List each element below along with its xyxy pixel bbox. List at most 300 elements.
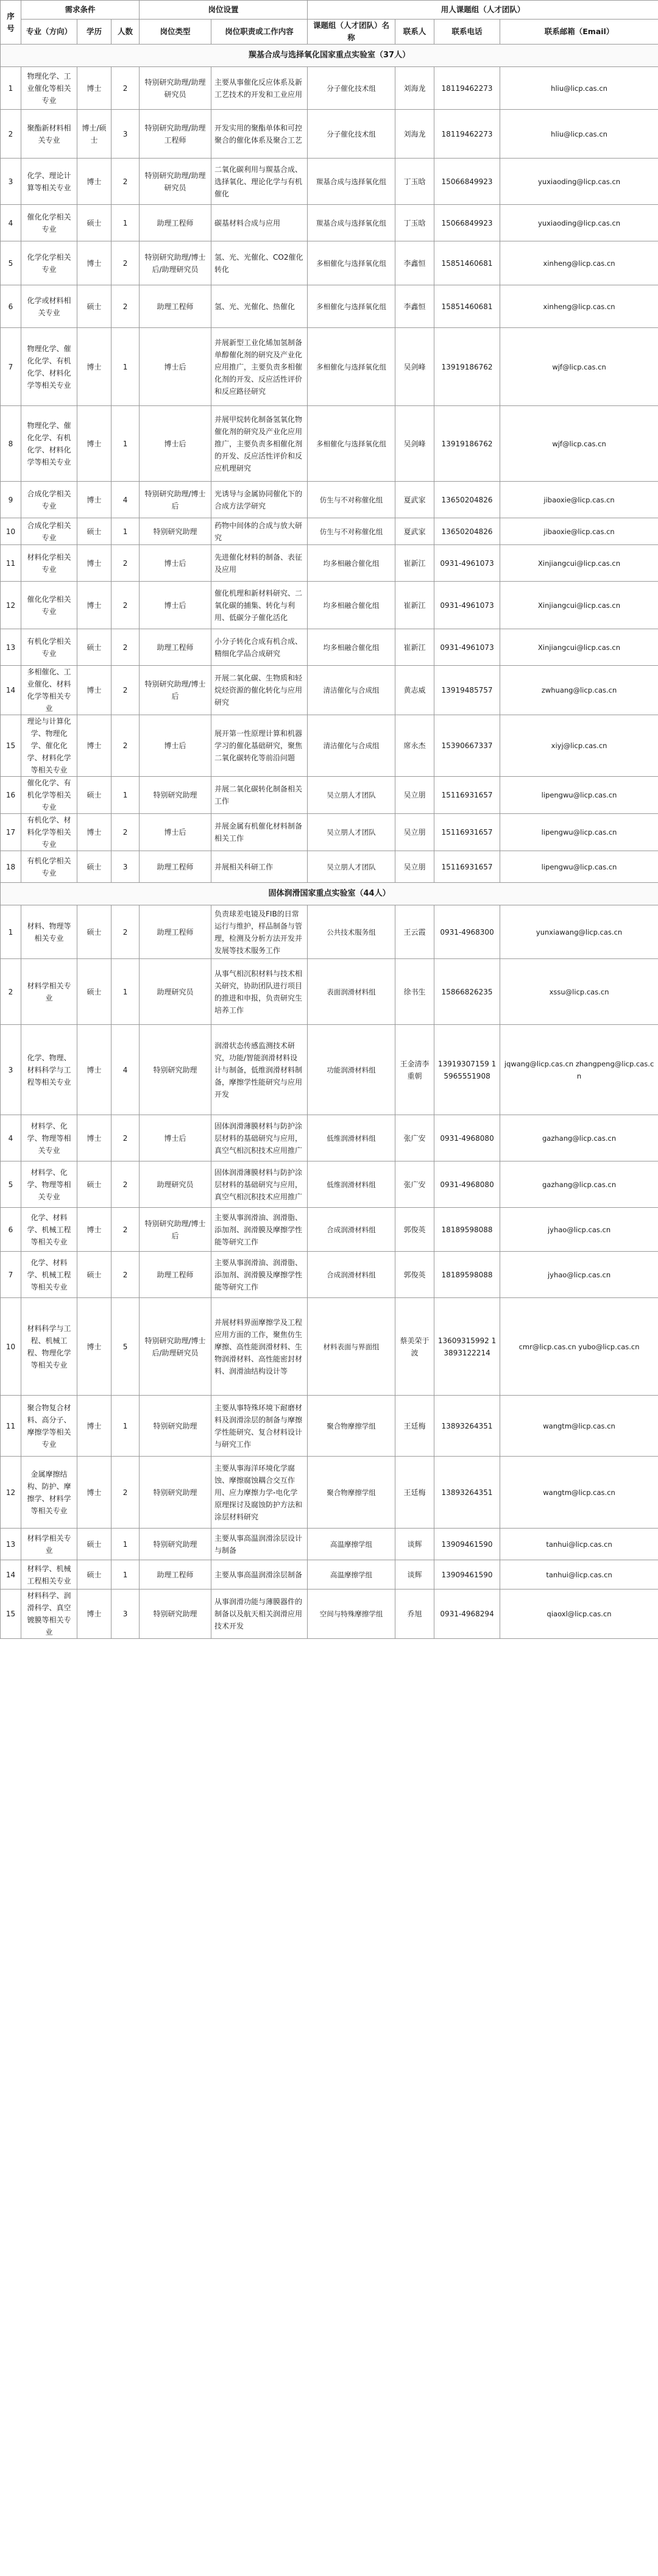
cell-count: 2 <box>111 1208 140 1252</box>
cell-contact: 吴剑峰 <box>395 328 434 406</box>
cell-phone: 13919485757 <box>434 666 500 715</box>
table-row <box>1 1115 658 1161</box>
cell-phone: 15066849923 <box>434 159 500 205</box>
cell-degree: 博士 <box>77 1025 111 1115</box>
cell-phone: 13609315992 13893122214 <box>434 1298 500 1396</box>
cell-group-name: 均多相融合催化组 <box>308 629 395 666</box>
cell-seq: 14 <box>1 666 21 715</box>
cell-major: 物理化学、催化化学、有机化学、材料化学等相关专业 <box>21 406 77 482</box>
cell-degree: 博士 <box>77 159 111 205</box>
cell-group-name: 表面润滑材料组 <box>308 959 395 1025</box>
cell-duty: 润滑状态传感监测技术研究，功能/智能润滑材料设计与制备，低维润滑材料制备，摩擦学性能研究与应用开发 <box>211 1025 308 1115</box>
cell-degree: 硕士 <box>77 851 111 883</box>
col-email: 联系邮箱（Email） <box>500 20 658 45</box>
cell-duty: 光诱导与金属协同催化下的合成方法学研究 <box>211 482 308 518</box>
cell-contact: 丁玉晗 <box>395 205 434 241</box>
cell-duty: 催化机理和新材料研究、二氧化碳的捕集、转化与利用、低碳分子催化活化 <box>211 582 308 629</box>
cell-degree: 硕士 <box>77 905 111 959</box>
cell-major: 材料学、化学、物理等相关专业 <box>21 1161 77 1208</box>
cell-count: 2 <box>111 159 140 205</box>
cell-group-name: 清洁催化与合成组 <box>308 715 395 777</box>
cell-seq: 14 <box>1 1560 21 1589</box>
cell-contact: 吴剑峰 <box>395 406 434 482</box>
cell-duty: 主要从事润滑油、润滑脂、添加剂、润滑膜及摩擦学性能等研究工作 <box>211 1252 308 1298</box>
cell-email: xinheng@licp.cas.cn <box>500 241 658 285</box>
cell-post-type: 博士后 <box>140 328 211 406</box>
cell-seq: 2 <box>1 110 21 159</box>
cell-seq: 4 <box>1 205 21 241</box>
cell-contact: 黄志威 <box>395 666 434 715</box>
cell-email: hliu@licp.cas.cn <box>500 110 658 159</box>
table-row <box>1 1396 658 1457</box>
cell-email: tanhui@licp.cas.cn <box>500 1560 658 1589</box>
cell-duty: 并展甲烷转化制备氢氧化物催化剂的研究及产业化应用推广，主要负责多相催化剂的开发、反应活性评价和反应机理研究 <box>211 406 308 482</box>
cell-contact: 王云霞 <box>395 905 434 959</box>
cell-contact: 崔新江 <box>395 545 434 582</box>
header-row-columns <box>1 20 658 45</box>
cell-duty: 小分子转化合成有机合成、精细化学品合成研究 <box>211 629 308 666</box>
cell-email: yuxiaoding@licp.cas.cn <box>500 159 658 205</box>
cell-degree: 博士 <box>77 1396 111 1457</box>
cell-post-type: 助理工程师 <box>140 1252 211 1298</box>
cell-degree: 博士/硕士 <box>77 110 111 159</box>
section-title: 固体润滑国家重点实验室（44人） <box>1 883 658 905</box>
cell-phone: 18119462273 <box>434 67 500 110</box>
cell-contact: 吴立朋 <box>395 851 434 883</box>
cell-contact: 夏武家 <box>395 518 434 545</box>
cell-phone: 13919186762 <box>434 328 500 406</box>
cell-post-type: 博士后 <box>140 715 211 777</box>
cell-degree: 博士 <box>77 666 111 715</box>
cell-contact: 谈辉 <box>395 1529 434 1560</box>
cell-seq: 2 <box>1 959 21 1025</box>
cell-major: 材料、物理等相关专业 <box>21 905 77 959</box>
cell-count: 1 <box>111 1396 140 1457</box>
cell-post-type: 特别研究助理/博士后 <box>140 1208 211 1252</box>
cell-degree: 博士 <box>77 1208 111 1252</box>
cell-email: jibaoxie@licp.cas.cn <box>500 518 658 545</box>
cell-phone: 15116931657 <box>434 814 500 851</box>
cell-degree: 博士 <box>77 545 111 582</box>
cell-phone: 18189598088 <box>434 1252 500 1298</box>
cell-contact: 刘海龙 <box>395 67 434 110</box>
cell-count: 2 <box>111 545 140 582</box>
cell-phone: 0931-4968080 <box>434 1161 500 1208</box>
table-row <box>1 905 658 959</box>
cell-group-name: 均多相融合催化组 <box>308 582 395 629</box>
cell-major: 材料学相关专业 <box>21 959 77 1025</box>
cell-group-name: 空间与特殊摩擦学组 <box>308 1589 395 1639</box>
cell-group-name: 仿生与不对称催化组 <box>308 518 395 545</box>
cell-group-name: 羰基合成与选择氧化组 <box>308 159 395 205</box>
table-row <box>1 582 658 629</box>
cell-group-name: 仿生与不对称催化组 <box>308 482 395 518</box>
cell-duty: 从事气相沉积材料与技术相关研究，协助团队进行项目的推进和申报，负责研究生培养工作 <box>211 959 308 1025</box>
cell-phone: 0931-4961073 <box>434 545 500 582</box>
cell-phone: 13893264351 <box>434 1457 500 1529</box>
cell-count: 4 <box>111 482 140 518</box>
cell-count: 1 <box>111 406 140 482</box>
cell-contact: 王廷梅 <box>395 1396 434 1457</box>
cell-contact: 王金清李重朝 <box>395 1025 434 1115</box>
cell-duty: 主要从事润滑油、润滑脂、添加剂、润滑膜及摩擦学性能等研究工作 <box>211 1208 308 1252</box>
table-row <box>1 959 658 1025</box>
cell-seq: 12 <box>1 582 21 629</box>
cell-seq: 15 <box>1 715 21 777</box>
cell-count: 2 <box>111 582 140 629</box>
cell-email: cmr@licp.cas.cn yubo@licp.cas.cn <box>500 1298 658 1396</box>
cell-count: 3 <box>111 851 140 883</box>
cell-post-type: 特别研究助理/助理工程师 <box>140 110 211 159</box>
cell-degree: 硕士 <box>77 285 111 328</box>
cell-email: gazhang@licp.cas.cn <box>500 1115 658 1161</box>
group-position: 岗位设置 <box>140 1 308 20</box>
cell-major: 化学或材料相关专业 <box>21 285 77 328</box>
cell-contact: 张广安 <box>395 1115 434 1161</box>
cell-email: yuxiaoding@licp.cas.cn <box>500 205 658 241</box>
cell-seq: 13 <box>1 1529 21 1560</box>
table-row <box>1 241 658 285</box>
table-row <box>1 67 658 110</box>
cell-contact: 谈辉 <box>395 1560 434 1589</box>
cell-group-name: 羰基合成与选择氧化组 <box>308 205 395 241</box>
cell-count: 2 <box>111 1115 140 1161</box>
cell-post-type: 助理研究员 <box>140 959 211 1025</box>
cell-major: 聚酯新材料相关专业 <box>21 110 77 159</box>
cell-degree: 博士 <box>77 482 111 518</box>
cell-major: 化学、理论计算等相关专业 <box>21 159 77 205</box>
cell-major: 催化化学、有机化学等相关专业 <box>21 777 77 814</box>
col-degree: 学历 <box>77 20 111 45</box>
cell-group-name: 多相催化与选择氧化组 <box>308 285 395 328</box>
cell-phone: 0931-4968080 <box>434 1115 500 1161</box>
cell-duty: 主要从事催化反应体系及新工艺技术的开发和工业应用 <box>211 67 308 110</box>
cell-duty: 负责球差电镜及FIB的日常运行与维护，样品制备与管理，检测及分析方法开发并发展等技术服务工作 <box>211 905 308 959</box>
cell-contact: 丁玉晗 <box>395 159 434 205</box>
cell-duty: 先进催化材料的制备、表征及应用 <box>211 545 308 582</box>
cell-phone: 15066849923 <box>434 205 500 241</box>
cell-phone: 15390667337 <box>434 715 500 777</box>
cell-phone: 13919186762 <box>434 406 500 482</box>
section-title-row <box>1 45 658 67</box>
table-row <box>1 715 658 777</box>
cell-degree: 博士 <box>77 241 111 285</box>
cell-post-type: 特别研究助理 <box>140 1025 211 1115</box>
table-body <box>1 45 658 1639</box>
col-major: 专业（方向） <box>21 20 77 45</box>
cell-seq: 13 <box>1 629 21 666</box>
cell-major: 合成化学相关专业 <box>21 482 77 518</box>
cell-degree: 硕士 <box>77 518 111 545</box>
cell-count: 2 <box>111 285 140 328</box>
cell-phone: 15851460681 <box>434 285 500 328</box>
cell-count: 1 <box>111 959 140 1025</box>
cell-group-name: 多相催化与选择氧化组 <box>308 328 395 406</box>
cell-count: 1 <box>111 328 140 406</box>
cell-seq: 11 <box>1 1396 21 1457</box>
cell-email: jibaoxie@licp.cas.cn <box>500 482 658 518</box>
cell-phone: 18119462273 <box>434 110 500 159</box>
cell-seq: 6 <box>1 285 21 328</box>
cell-group-name: 材料表面与界面组 <box>308 1298 395 1396</box>
cell-major: 材料学、机械工程相关专业 <box>21 1560 77 1589</box>
cell-post-type: 特别研究助理/助理研究员 <box>140 159 211 205</box>
cell-phone: 13650204826 <box>434 482 500 518</box>
cell-seq: 3 <box>1 159 21 205</box>
cell-phone: 0931-4961073 <box>434 629 500 666</box>
cell-degree: 硕士 <box>77 1161 111 1208</box>
cell-duty: 主要从事高温润滑涂层制备 <box>211 1560 308 1589</box>
cell-major: 材料学相关专业 <box>21 1529 77 1560</box>
cell-major: 有机化学相关专业 <box>21 851 77 883</box>
cell-degree: 博士 <box>77 406 111 482</box>
table-row <box>1 1252 658 1298</box>
cell-degree: 硕士 <box>77 777 111 814</box>
cell-email: jyhao@licp.cas.cn <box>500 1252 658 1298</box>
cell-duty: 二氧化碳利用与羰基合成、选择氧化、理论化学与有机催化 <box>211 159 308 205</box>
cell-phone: 18189598088 <box>434 1208 500 1252</box>
cell-degree: 硕士 <box>77 1252 111 1298</box>
cell-duty: 并展金属有机催化材料制备相关工作 <box>211 814 308 851</box>
table-row <box>1 518 658 545</box>
cell-email: jyhao@licp.cas.cn <box>500 1208 658 1252</box>
cell-email: Xinjiangcui@licp.cas.cn <box>500 582 658 629</box>
cell-major: 材料化学相关专业 <box>21 545 77 582</box>
cell-seq: 4 <box>1 1115 21 1161</box>
cell-seq: 16 <box>1 777 21 814</box>
cell-seq: 5 <box>1 241 21 285</box>
cell-group-name: 合成润滑材料组 <box>308 1208 395 1252</box>
cell-contact: 郭俊英 <box>395 1252 434 1298</box>
cell-duty: 展开第一性原理计算和机器学习的催化基础研究，聚焦二氧化碳转化等前沿问题 <box>211 715 308 777</box>
cell-duty: 固体润滑薄膜材料与防护涂层材料的基础研究与应用，真空气相沉积技术应用推广 <box>211 1161 308 1208</box>
cell-group-name: 高温摩擦学组 <box>308 1529 395 1560</box>
cell-seq: 3 <box>1 1025 21 1115</box>
group-team: 用人课题组（人才团队） <box>308 1 658 20</box>
cell-phone: 0931-4968300 <box>434 905 500 959</box>
cell-duty: 主要从事海洋环境化学腐蚀、摩擦腐蚀耦合交互作用、应力摩擦力学-电化学原理探讨及腐蚀防护方法和涂层材料研究 <box>211 1457 308 1529</box>
cell-seq: 10 <box>1 1298 21 1396</box>
cell-phone: 13893264351 <box>434 1396 500 1457</box>
cell-post-type: 特别研究助理 <box>140 1457 211 1529</box>
cell-group-name: 吴立朋人才团队 <box>308 814 395 851</box>
cell-group-name: 分子催化技术组 <box>308 110 395 159</box>
table-row <box>1 482 658 518</box>
cell-post-type: 特别研究助理/博士后/助理研究员 <box>140 1298 211 1396</box>
col-duty: 岗位职责或工作内容 <box>211 20 308 45</box>
cell-degree: 硕士 <box>77 1529 111 1560</box>
cell-phone: 15116931657 <box>434 851 500 883</box>
cell-group-name: 吴立朋人才团队 <box>308 777 395 814</box>
table-row <box>1 328 658 406</box>
col-phone: 联系电话 <box>434 20 500 45</box>
cell-major: 多相催化、工业催化、材料化学等相关专业 <box>21 666 77 715</box>
cell-group-name: 吴立朋人才团队 <box>308 851 395 883</box>
cell-email: hliu@licp.cas.cn <box>500 67 658 110</box>
cell-phone: 15866826235 <box>434 959 500 1025</box>
table-header <box>1 1 658 45</box>
header-row-groups <box>1 1 658 20</box>
cell-degree: 硕士 <box>77 1560 111 1589</box>
table-row <box>1 666 658 715</box>
section-title: 羰基合成与选择氧化国家重点实验室（37人） <box>1 45 658 67</box>
cell-count: 1 <box>111 1560 140 1589</box>
cell-post-type: 特别研究助理 <box>140 777 211 814</box>
col-group-name: 课题组（人才团队）名称 <box>308 20 395 45</box>
cell-group-name: 高温摩擦学组 <box>308 1560 395 1589</box>
cell-post-type: 助理工程师 <box>140 205 211 241</box>
table-row <box>1 1025 658 1115</box>
cell-major: 催化化学相关专业 <box>21 205 77 241</box>
cell-seq: 8 <box>1 406 21 482</box>
cell-major: 金属摩擦结构、防护、摩擦学、材料学等相关专业 <box>21 1457 77 1529</box>
cell-seq: 5 <box>1 1161 21 1208</box>
table-row <box>1 851 658 883</box>
cell-duty: 主要从事特殊环境下耐磨材料及润滑涂层的制备与摩擦学性能研究、复合材料设计与研究工作 <box>211 1396 308 1457</box>
cell-count: 2 <box>111 1252 140 1298</box>
cell-post-type: 博士后 <box>140 1115 211 1161</box>
cell-post-type: 博士后 <box>140 814 211 851</box>
cell-duty: 开展二氧化碳、生物质和轻烷烃资源的催化转化与应用研究 <box>211 666 308 715</box>
cell-email: yunxiawang@licp.cas.cn <box>500 905 658 959</box>
cell-group-name: 均多相融合催化组 <box>308 545 395 582</box>
cell-email: Xinjiangcui@licp.cas.cn <box>500 629 658 666</box>
cell-count: 2 <box>111 1457 140 1529</box>
cell-post-type: 助理工程师 <box>140 1560 211 1589</box>
cell-contact: 徐书生 <box>395 959 434 1025</box>
cell-phone: 15851460681 <box>434 241 500 285</box>
cell-seq: 9 <box>1 482 21 518</box>
cell-contact: 蔡美荣于波 <box>395 1298 434 1396</box>
cell-post-type: 特别研究助理/博士后/助理研究员 <box>140 241 211 285</box>
cell-seq: 7 <box>1 1252 21 1298</box>
cell-contact: 张广安 <box>395 1161 434 1208</box>
cell-duty: 并展新型工业化烯加氢制备单醇催化剂的研究及产业化应用推广，主要负责多相催化剂的开发、反应活性评价和反应路径研究 <box>211 328 308 406</box>
table-row <box>1 1560 658 1589</box>
cell-group-name: 分子催化技术组 <box>308 67 395 110</box>
cell-contact: 刘海龙 <box>395 110 434 159</box>
table-row <box>1 629 658 666</box>
table-row <box>1 285 658 328</box>
cell-group-name: 多相催化与选择氧化组 <box>308 406 395 482</box>
cell-count: 2 <box>111 666 140 715</box>
cell-contact: 崔新江 <box>395 582 434 629</box>
cell-major: 化学、材料学、机械工程等相关专业 <box>21 1252 77 1298</box>
table-row <box>1 110 658 159</box>
col-seq: 序号 <box>1 1 21 45</box>
table-row <box>1 1298 658 1396</box>
cell-contact: 崔新江 <box>395 629 434 666</box>
cell-phone: 13909461590 <box>434 1529 500 1560</box>
cell-post-type: 博士后 <box>140 545 211 582</box>
table-row <box>1 1457 658 1529</box>
table-row <box>1 814 658 851</box>
cell-count: 2 <box>111 1161 140 1208</box>
cell-degree: 博士 <box>77 814 111 851</box>
cell-phone: 13650204826 <box>434 518 500 545</box>
cell-email: gazhang@licp.cas.cn <box>500 1161 658 1208</box>
cell-degree: 博士 <box>77 1457 111 1529</box>
cell-count: 2 <box>111 905 140 959</box>
cell-email: wjf@licp.cas.cn <box>500 406 658 482</box>
cell-duty: 从事润滑功能与薄膜器件的制备以及航天相关润滑应用技术开发 <box>211 1589 308 1639</box>
cell-group-name: 低维润滑材料组 <box>308 1161 395 1208</box>
cell-major: 材料科学、润滑科学、真空镀膜等相关专业 <box>21 1589 77 1639</box>
cell-count: 2 <box>111 67 140 110</box>
cell-seq: 11 <box>1 545 21 582</box>
cell-degree: 博士 <box>77 328 111 406</box>
cell-post-type: 助理研究员 <box>140 1161 211 1208</box>
cell-major: 化学化学相关专业 <box>21 241 77 285</box>
cell-seq: 18 <box>1 851 21 883</box>
cell-contact: 夏武家 <box>395 482 434 518</box>
col-contact: 联系人 <box>395 20 434 45</box>
cell-email: wangtm@licp.cas.cn <box>500 1457 658 1529</box>
cell-email: xssu@licp.cas.cn <box>500 959 658 1025</box>
cell-post-type: 助理工程师 <box>140 629 211 666</box>
table-row <box>1 1589 658 1639</box>
cell-count: 2 <box>111 241 140 285</box>
cell-count: 2 <box>111 629 140 666</box>
cell-degree: 博士 <box>77 1115 111 1161</box>
cell-phone: 0931-4961073 <box>434 582 500 629</box>
cell-phone: 15116931657 <box>434 777 500 814</box>
table-row <box>1 205 658 241</box>
cell-phone: 13919307159 15965551908 <box>434 1025 500 1115</box>
cell-count: 4 <box>111 1025 140 1115</box>
table-row <box>1 777 658 814</box>
col-post-type: 岗位类型 <box>140 20 211 45</box>
cell-degree: 硕士 <box>77 629 111 666</box>
cell-degree: 博士 <box>77 1298 111 1396</box>
cell-count: 1 <box>111 518 140 545</box>
cell-phone: 0931-4968294 <box>434 1589 500 1639</box>
cell-count: 5 <box>111 1298 140 1396</box>
cell-degree: 博士 <box>77 715 111 777</box>
cell-degree: 硕士 <box>77 205 111 241</box>
table-row <box>1 1161 658 1208</box>
cell-email: wjf@licp.cas.cn <box>500 328 658 406</box>
cell-major: 理论与计算化学、物理化学、催化化学、材料化学等相关专业 <box>21 715 77 777</box>
cell-seq: 1 <box>1 905 21 959</box>
cell-post-type: 特别研究助理/博士后 <box>140 666 211 715</box>
cell-count: 2 <box>111 715 140 777</box>
cell-duty: 药物中间体的合成与放大研究 <box>211 518 308 545</box>
cell-count: 2 <box>111 814 140 851</box>
cell-seq: 12 <box>1 1457 21 1529</box>
cell-contact: 席永杰 <box>395 715 434 777</box>
cell-post-type: 特别研究助理 <box>140 518 211 545</box>
cell-duty: 固体润滑薄膜材料与防护涂层材料的基础研究与应用，真空气相沉积技术应用推广 <box>211 1115 308 1161</box>
cell-degree: 博士 <box>77 582 111 629</box>
cell-seq: 10 <box>1 518 21 545</box>
col-count: 人数 <box>111 20 140 45</box>
cell-post-type: 特别研究助理 <box>140 1589 211 1639</box>
cell-email: jqwang@licp.cas.cn zhangpeng@licp.cas.cn <box>500 1025 658 1115</box>
cell-post-type: 博士后 <box>140 406 211 482</box>
cell-count: 1 <box>111 205 140 241</box>
cell-degree: 硕士 <box>77 959 111 1025</box>
cell-contact: 吴立朋 <box>395 777 434 814</box>
cell-contact: 李鑫恒 <box>395 285 434 328</box>
cell-major: 有机化学、材料化学等相关专业 <box>21 814 77 851</box>
cell-duty: 主要从事高温润滑涂层设计与制备 <box>211 1529 308 1560</box>
cell-seq: 7 <box>1 328 21 406</box>
table-row <box>1 1529 658 1560</box>
cell-major: 材料学、化学、物理等相关专业 <box>21 1115 77 1161</box>
cell-email: qiaoxl@licp.cas.cn <box>500 1589 658 1639</box>
cell-duty: 碳基材料合成与应用 <box>211 205 308 241</box>
